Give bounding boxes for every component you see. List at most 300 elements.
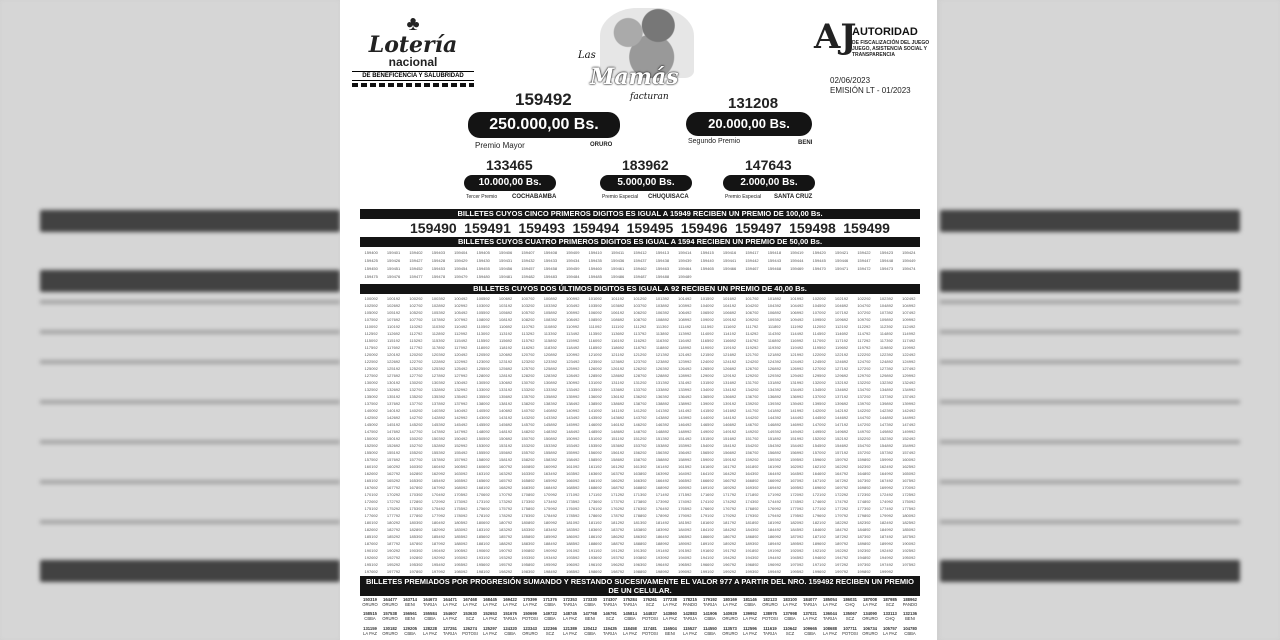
winning-number: 138092 (476, 401, 490, 406)
winning-number: 151392 (655, 436, 670, 441)
winning-number: 159421 (834, 250, 849, 255)
winning-number: 119792 (857, 345, 871, 350)
progresion-item (720, 611, 740, 625)
progresion-number: 130182 (383, 625, 397, 631)
winning-number: 117992 (454, 345, 468, 350)
winning-number: 198692 (588, 569, 602, 574)
winning-number: 170292 (386, 492, 401, 497)
progresion-number: 185054 (823, 597, 837, 602)
winning-number: 194592 (790, 555, 804, 560)
winning-number: 144892 (879, 415, 894, 420)
progresion-place: TARIJA (682, 616, 698, 622)
winning-number: 121092 (588, 352, 602, 357)
progresion-item (760, 626, 780, 640)
winning-number: 165992 (543, 478, 558, 483)
winning-number: 120392 (431, 352, 446, 357)
winning-number: 116292 (633, 338, 647, 343)
winning-number: 192892 (409, 555, 423, 560)
winning-number: 178592 (566, 513, 580, 518)
progresion-number: 131159 (363, 625, 377, 631)
winning-number: 186792 (722, 534, 737, 539)
winning-number: 125992 (566, 366, 580, 371)
progresion-place: SCZ (885, 602, 895, 607)
winning-number: 156192 (610, 450, 625, 455)
winning-number: 144492 (790, 415, 804, 420)
progresion-item (380, 611, 400, 625)
winning-number: 158792 (633, 457, 647, 462)
winning-number: 135592 (476, 394, 490, 399)
winning-number: 143692 (610, 415, 625, 420)
winning-number: 117892 (431, 345, 445, 350)
progresion-number: 114550 (703, 625, 717, 631)
winning-number: 117492 (902, 338, 916, 343)
winning-number: 190692 (476, 548, 490, 553)
winning-number: 165392 (409, 478, 423, 483)
winning-number: 110292 (409, 324, 423, 329)
winning-number: 170792 (498, 492, 513, 497)
winning-number: 159474 (902, 266, 916, 271)
winning-number: 181992 (767, 520, 782, 525)
winning-number: 191192 (588, 548, 602, 553)
winning-number: 157592 (364, 457, 378, 462)
winning-number: 139392 (767, 401, 782, 406)
winning-number: 191492 (655, 548, 670, 553)
progresion-item (620, 611, 640, 625)
winning-number: 193492 (543, 555, 558, 560)
winning-number: 141092 (588, 408, 602, 413)
winning-number: 103692 (610, 303, 625, 308)
winning-number: 142392 (879, 408, 894, 413)
winning-number: 159418 (767, 250, 782, 255)
winning-number: 148592 (588, 429, 602, 434)
winning-number: 154892 (879, 443, 894, 448)
winning-number: 159487 (633, 274, 647, 279)
winning-number: 164892 (857, 471, 871, 476)
especial2-place: SANTA CRUZ (774, 194, 813, 200)
winning-number: 168892 (633, 485, 647, 490)
winning-number: 105992 (566, 310, 580, 315)
winning-number: 105192 (386, 310, 401, 315)
progresion-number: 183100 (783, 597, 797, 602)
winning-number: 152792 (409, 443, 423, 448)
winning-number: 178292 (498, 513, 513, 518)
winning-number: 137192 (834, 394, 849, 399)
winning-number: 146592 (700, 422, 714, 427)
winning-number: 184692 (812, 527, 826, 532)
progresion-number: 141906 (703, 611, 717, 617)
winning-number: 187592 (902, 534, 916, 539)
progresion-number: 179192 (703, 597, 717, 602)
winning-number: 135392 (431, 394, 446, 399)
promo-line3: facturan (630, 92, 669, 102)
winning-number: 131792 (745, 380, 759, 385)
winning-number: 190592 (454, 548, 468, 553)
progresion-number: 145814 (623, 611, 637, 617)
winning-number: 176392 (633, 506, 647, 511)
winning-number: 129792 (857, 373, 871, 378)
winning-number: 115292 (409, 338, 423, 343)
winning-number: 145592 (476, 422, 490, 427)
winning-number: 159792 (834, 457, 849, 462)
winning-number: 186192 (588, 534, 602, 539)
winning-number: 179492 (767, 513, 782, 518)
progresion-item (760, 611, 780, 625)
winning-number: 137692 (386, 401, 401, 406)
winning-number: 159485 (588, 274, 602, 279)
winning-number: 166992 (767, 478, 782, 483)
winning-number: 197292 (834, 562, 849, 567)
winning-number: 195692 (476, 562, 490, 567)
winning-number: 127492 (902, 366, 916, 371)
winning-number: 129192 (722, 373, 737, 378)
winning-number: 104892 (879, 303, 894, 308)
winning-number: 195392 (409, 562, 423, 567)
especial2-label: Premio Especial (725, 194, 762, 200)
winning-number: 176292 (610, 506, 625, 511)
winning-number: 158092 (476, 457, 490, 462)
winning-number: 174792 (834, 499, 849, 504)
winning-number: 159416 (722, 250, 737, 255)
progresion-item (380, 597, 400, 611)
winning-number: 143392 (543, 415, 558, 420)
winning-number: 176592 (678, 506, 692, 511)
winning-number: 104592 (812, 303, 826, 308)
progresion-item (540, 597, 560, 611)
winning-number: 172292 (834, 492, 849, 497)
winning-number: 159404 (454, 250, 468, 255)
winning-number: 105592 (476, 310, 490, 315)
winning-number: 101192 (611, 296, 625, 301)
winning-number: 154692 (834, 443, 849, 448)
winning-number: 117792 (409, 345, 423, 350)
progresion-place: CBBA (744, 602, 756, 607)
progresion-place: TARIJA (702, 602, 718, 607)
progresion-place: LA PAZ (483, 616, 497, 622)
winning-number: 139092 (700, 401, 714, 406)
winning-number: 185692 (476, 534, 490, 539)
winning-number: 141892 (767, 408, 782, 413)
winning-number: 184992 (879, 527, 894, 532)
winning-number: 123692 (610, 359, 625, 364)
progresion-number: 187008 (863, 597, 877, 602)
progresion-place: CBBA (904, 630, 916, 636)
winning-number: 128492 (566, 373, 580, 378)
winning-number: 183192 (476, 527, 490, 532)
winning-number: 166192 (588, 478, 602, 483)
winning-number: 178392 (521, 513, 535, 518)
winning-number: 166092 (566, 478, 580, 483)
winning-number: 120592 (476, 352, 490, 357)
winning-number: 157992 (454, 457, 468, 462)
winning-number: 185892 (521, 534, 535, 539)
winning-number: 114892 (879, 331, 893, 336)
winning-number: 162992 (431, 471, 446, 476)
winning-number: 177492 (879, 506, 894, 511)
winning-number: 181292 (610, 520, 625, 525)
winning-number: 196392 (633, 562, 647, 567)
winning-number: 134792 (857, 387, 871, 392)
progresion-place: LA PAZ (563, 630, 577, 636)
winning-number: 106292 (633, 310, 647, 315)
winning-number: 134992 (902, 387, 916, 392)
winning-number: 112192 (835, 324, 849, 329)
winning-number: 126592 (700, 366, 714, 371)
winning-number: 156292 (633, 450, 647, 455)
winning-number: 140092 (364, 408, 378, 413)
winning-number: 159401 (386, 250, 401, 255)
progresion-item (860, 626, 880, 640)
progresion-item (520, 626, 540, 640)
winning-number: 133692 (610, 387, 625, 392)
progresion-number: 177238 (663, 597, 677, 602)
winning-number: 158292 (521, 457, 535, 462)
winning-number: 152292 (857, 436, 871, 441)
progresion-number: 108688 (823, 625, 837, 631)
winning-number: 147092 (812, 422, 826, 427)
winning-number: 143892 (655, 415, 670, 420)
winning-number: 156892 (767, 450, 782, 455)
winning-number: 114192 (723, 331, 737, 336)
progresion-item (460, 626, 480, 640)
winning-number: 120492 (454, 352, 468, 357)
winning-number: 194292 (722, 555, 737, 560)
winning-number: 171092 (566, 492, 580, 497)
winning-number: 171792 (722, 492, 737, 497)
winning-number: 141192 (611, 408, 625, 413)
winning-number: 174592 (790, 499, 804, 504)
winning-number: 188692 (588, 541, 602, 546)
winning-number: 162292 (834, 464, 849, 469)
winning-number: 147792 (409, 429, 423, 434)
winning-number: 133192 (498, 387, 513, 392)
winning-number: 159477 (409, 274, 423, 279)
winning-number: 187692 (364, 541, 378, 546)
progresion-number: 172353 (563, 597, 577, 602)
winning-number: 117392 (879, 338, 893, 343)
winning-number: 136592 (700, 394, 714, 399)
winning-number: 115792 (521, 338, 535, 343)
emission-code: EMISIÓN LT - 01/2023 (830, 86, 911, 95)
winning-number: 139192 (722, 401, 737, 406)
winning-number: 159292 (745, 457, 759, 462)
winning-number: 198992 (655, 569, 670, 574)
winning-number: 125792 (521, 366, 535, 371)
winning-number: 113092 (476, 331, 490, 336)
blurred-backdrop-left (0, 0, 340, 640)
winning-number: 141792 (745, 408, 759, 413)
winning-number: 146292 (633, 422, 647, 427)
progresion-number: 169422 (503, 597, 517, 602)
winning-number: 158192 (498, 457, 513, 462)
winning-number: 188392 (521, 541, 535, 546)
winning-number: 195492 (431, 562, 446, 567)
winning-number: 164592 (790, 471, 804, 476)
winning-number: 148492 (566, 429, 580, 434)
progresion-place: ORURO (722, 630, 738, 636)
winning-number: 159403 (431, 250, 446, 255)
winning-number: 175792 (498, 506, 513, 511)
winning-number: 161992 (767, 464, 782, 469)
winning-number: 159498 (789, 220, 836, 236)
winning-number: 131292 (633, 380, 647, 385)
winning-number: 170592 (454, 492, 468, 497)
progresion-number: 110642 (783, 625, 797, 631)
winning-number: 151992 (790, 436, 804, 441)
winning-number: 123992 (678, 359, 692, 364)
winning-number: 159436 (610, 258, 625, 263)
progresion-item (380, 626, 400, 640)
winning-number: 159192 (722, 457, 737, 462)
winning-number: 182892 (409, 527, 423, 532)
winning-number: 176192 (588, 506, 602, 511)
nacional-wordmark: nacional (388, 55, 438, 69)
loteria-nacional-logo (352, 14, 474, 96)
progresion-place: CBBA (784, 616, 796, 622)
winning-number: 171192 (588, 492, 602, 497)
winning-number: 129992 (902, 373, 916, 378)
winning-number: 179692 (812, 513, 826, 518)
winning-number: 160792 (498, 464, 513, 469)
progresion-number: 153630 (463, 611, 477, 617)
winning-number: 173592 (566, 499, 580, 504)
winning-number: 195292 (386, 562, 401, 567)
winning-number: 135092 (364, 394, 378, 399)
winning-number: 159441 (722, 258, 737, 263)
progresion-place: LA PAZ (483, 630, 497, 636)
progresion-item (720, 597, 740, 611)
winning-number: 108892 (655, 317, 670, 322)
winning-number: 144292 (745, 415, 759, 420)
especial1-amount: 5.000,00 Bs. (600, 175, 692, 191)
winning-number: 188792 (610, 541, 625, 546)
winning-number: 184292 (722, 527, 737, 532)
winning-number: 147492 (902, 422, 916, 427)
winning-number: 134092 (700, 387, 714, 392)
progresion-number: 156561 (403, 611, 417, 617)
winning-number: 113192 (499, 331, 513, 336)
winning-number: 159468 (767, 266, 782, 271)
winning-number: 138992 (678, 401, 692, 406)
winning-number: 176792 (722, 506, 737, 511)
winning-number: 142092 (812, 408, 826, 413)
winning-number: 192292 (834, 548, 849, 553)
winning-number: 193192 (476, 555, 490, 560)
winning-number: 174292 (722, 499, 737, 504)
winning-number: 120992 (566, 352, 580, 357)
winning-number: 151292 (633, 436, 647, 441)
progresion-item (560, 626, 580, 640)
winning-number: 199092 (678, 569, 692, 574)
winning-number: 195592 (454, 562, 468, 567)
winning-number: 150092 (364, 436, 378, 441)
authority-logo (814, 17, 932, 66)
progresion-place: LA PAZ (723, 602, 737, 607)
winning-number: 138792 (633, 401, 647, 406)
winning-number: 150892 (543, 436, 558, 441)
winning-number: 177592 (902, 506, 916, 511)
winning-number: 159475 (364, 274, 378, 279)
progresion-number: 155584 (423, 611, 437, 617)
winning-number: 121592 (700, 352, 714, 357)
winning-number: 188992 (655, 541, 670, 546)
progresion-item (880, 611, 900, 625)
progresion-place: LA PAZ (883, 630, 897, 636)
winning-number: 176092 (566, 506, 580, 511)
winning-number: 165492 (431, 478, 446, 483)
winning-number: 160692 (476, 464, 490, 469)
winning-number: 169992 (879, 485, 894, 490)
winning-number: 159458 (543, 266, 558, 271)
winning-number: 124192 (722, 359, 737, 364)
winning-number: 199592 (790, 569, 804, 574)
winning-number: 109492 (790, 317, 804, 322)
winning-number: 188892 (633, 541, 647, 546)
winning-number: 164092 (678, 471, 692, 476)
progresion-place: ORURO (722, 616, 738, 622)
winning-number: 114792 (857, 331, 871, 336)
progresion-item (660, 611, 680, 625)
winning-number: 175592 (454, 506, 468, 511)
winning-number: 116192 (611, 338, 625, 343)
progresion-item (360, 611, 380, 625)
winning-number: 131892 (767, 380, 782, 385)
winning-number: 129492 (790, 373, 804, 378)
winning-number: 111392 (656, 324, 669, 329)
winning-number: 133592 (588, 387, 602, 392)
winning-number: 118992 (678, 345, 692, 350)
winning-number: 169792 (834, 485, 849, 490)
winning-number: 167692 (364, 485, 378, 490)
progresion-place: LA PAZ (363, 630, 377, 636)
winning-number: 109892 (879, 317, 894, 322)
winning-number: 138392 (543, 401, 558, 406)
progresion-place: ORURO (862, 630, 878, 636)
progresion-item (440, 597, 460, 611)
progresion-place: SCZ (845, 616, 855, 622)
winning-number: 173092 (454, 499, 468, 504)
winning-number: 117692 (387, 345, 401, 350)
progresion-place: CHQ (845, 602, 855, 607)
winning-number: 198092 (454, 569, 468, 574)
winning-number: 118092 (476, 345, 490, 350)
winning-number: 111592 (700, 324, 714, 329)
winning-number: 149992 (902, 429, 916, 434)
winning-number: 117192 (835, 338, 849, 343)
progresion-number: 112596 (743, 625, 757, 631)
tercer-premio-number: 133465 (486, 157, 533, 173)
winning-number: 149392 (767, 429, 782, 434)
winning-number: 150492 (454, 436, 468, 441)
segundo-premio-number: 131208 (728, 95, 779, 112)
progresion-item (400, 611, 420, 625)
winning-number: 124392 (767, 359, 782, 364)
winning-number: 151892 (767, 436, 782, 441)
winning-number: 115192 (387, 338, 401, 343)
winning-number: 147292 (857, 422, 871, 427)
winning-number: 117092 (812, 338, 826, 343)
progresion-item (700, 597, 720, 611)
winning-number: 153092 (476, 443, 490, 448)
winning-number: 163192 (476, 471, 490, 476)
winning-number: 126192 (610, 366, 625, 371)
winning-number: 159478 (431, 274, 446, 279)
winning-number: 179192 (700, 513, 714, 518)
winning-number: 144392 (767, 415, 782, 420)
winning-number: 187092 (790, 534, 804, 539)
progresion-place: ORURO (382, 602, 398, 607)
winning-number: 199892 (857, 569, 871, 574)
winning-number: 129292 (745, 373, 759, 378)
